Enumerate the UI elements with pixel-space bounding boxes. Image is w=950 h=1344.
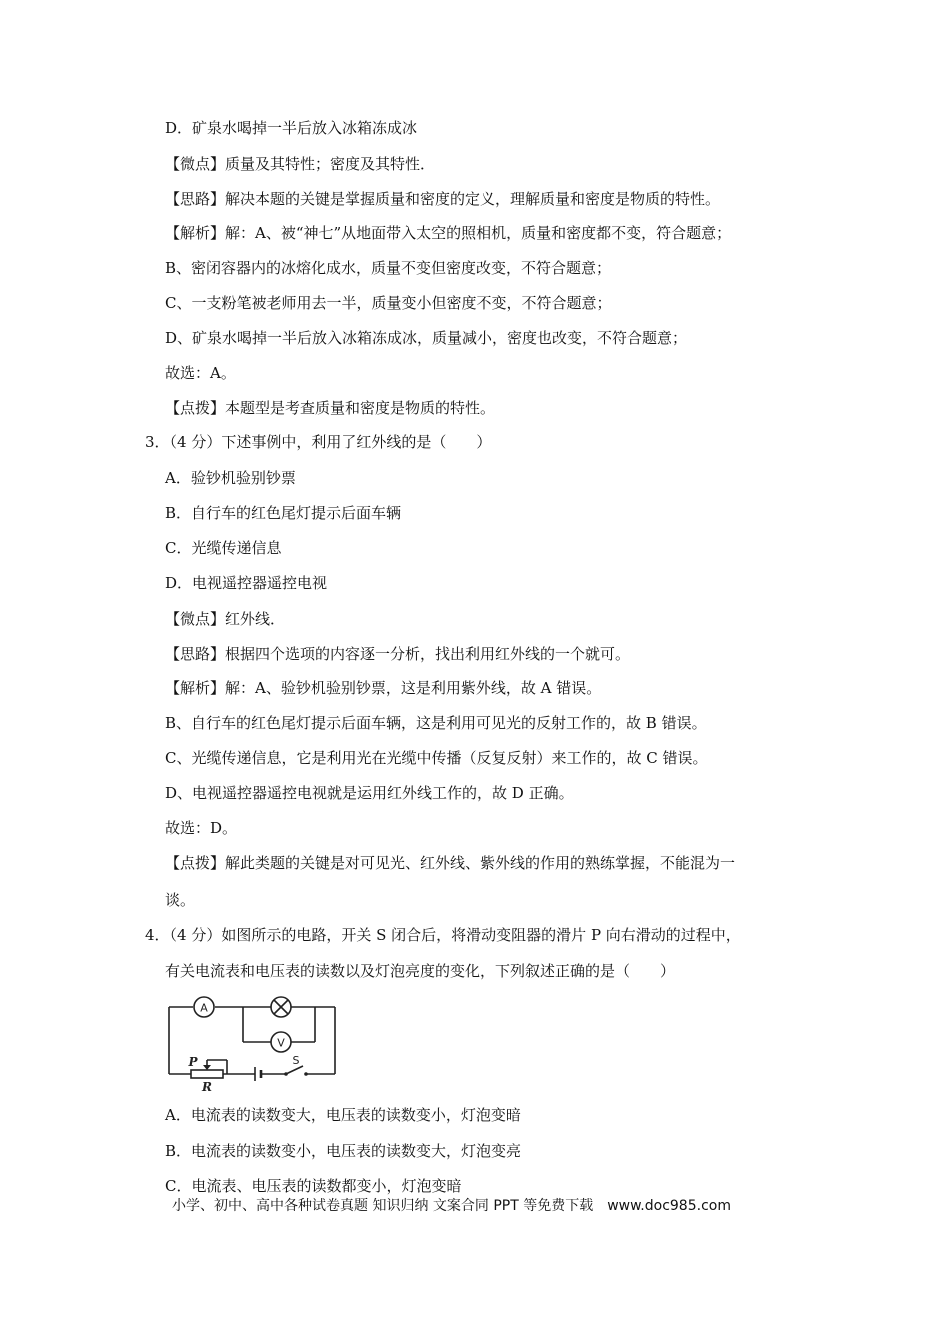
q2-option-d: D．矿泉水喝掉一半后放入冰箱冻成冰 [165, 119, 418, 137]
switch-icon [284, 1054, 308, 1076]
circuit-diagram [163, 992, 343, 1092]
q4-option-c: C．电流表、电压表的读数都变小，灯泡变暗 [165, 1177, 462, 1195]
q3-idea: 【思路】根据四个选项的内容逐一分析，找出利用红外线的一个就可。 [165, 645, 631, 663]
q3-option-c: C．光缆传递信息 [165, 539, 282, 557]
q3-stem: 3．（4 分）下述事例中，利用了红外线的是（ ） [145, 433, 492, 451]
q4-stem-line1: 4．（4 分）如图所示的电路，开关 S 闭合后，将滑动变阻器的滑片 P 向右滑动的过程中， [145, 926, 741, 944]
q3-answer: 故选：D。 [165, 819, 238, 837]
battery-icon [255, 1067, 261, 1081]
ammeter [194, 997, 214, 1017]
q3-analysis-d: D、电视遥控器遥控电视就是运用红外线工作的，故 D 正确。 [165, 784, 574, 802]
q4-option-b: B．电流表的读数变小，电压表的读数变大，灯泡变亮 [165, 1142, 522, 1160]
lamp-icon [271, 997, 291, 1017]
voltmeter [271, 1032, 291, 1052]
q3-tip-line1: 【点拨】解此类题的关键是对可见光、红外线、紫外线的作用的熟练掌握，不能混为一 [165, 854, 736, 872]
q3-analysis-a: 【解析】解：A、验钞机验别钞票，这是利用紫外线，故 A 错误。 [165, 679, 602, 697]
q3-analysis-c: C、光缆传递信息，它是利用光在光缆中传播（反复反射）来工作的，故 C 错误。 [165, 749, 708, 767]
q3-point: 【微点】红外线． [165, 610, 286, 628]
ammeter-label: A [200, 1001, 208, 1015]
page-footer: 小学、初中、高中各种试卷真题 知识归纳 文案合同 PPT 等免费下载 www.doc985.com [172, 1198, 731, 1214]
switch-label: S [292, 1054, 300, 1067]
q2-analysis-c: C、一支粉笔被老师用去一半，质量变小但密度不变，不符合题意； [165, 294, 612, 312]
q2-analysis-d: D、矿泉水喝掉一半后放入冰箱冻成冰，质量减小，密度也改变，不符合题意； [165, 329, 688, 347]
q2-idea: 【思路】解决本题的关键是掌握质量和密度的定义，理解质量和密度是物质的特性。 [165, 190, 721, 208]
q3-option-b: B．自行车的红色尾灯提示后面车辆 [165, 504, 402, 522]
q2-analysis-a: 【解析】解：A、被“神七”从地面带入太空的照相机，质量和密度都不变，符合题意； [165, 224, 732, 242]
q4-option-a: A．电流表的读数变大，电压表的读数变小，灯泡变暗 [165, 1106, 521, 1124]
rheostat-label: R [202, 1080, 212, 1092]
q2-analysis-b: B、密闭容器内的冰熔化成水，质量不变但密度改变，不符合题意； [165, 259, 612, 277]
q3-option-d: D．电视遥控器遥控电视 [165, 574, 328, 592]
voltmeter-label: V [277, 1036, 285, 1050]
q2-point: 【微点】质量及其特性；密度及其特性． [165, 155, 436, 173]
q3-analysis-b: B、自行车的红色尾灯提示后面车辆，这是利用可见光的反射工作的，故 B 错误。 [165, 714, 707, 732]
q4-stem-line2: 有关电流表和电压表的读数以及灯泡亮度的变化，下列叙述正确的是（ ） [165, 962, 676, 980]
q2-answer: 故选：A。 [165, 364, 236, 382]
q2-tip: 【点拨】本题型是考查质量和密度是物质的特性。 [165, 399, 496, 417]
slider-label: P [188, 1055, 198, 1069]
q3-option-a: A．验钞机验别钞票 [165, 469, 296, 487]
q3-tip-line2: 谈。 [165, 891, 196, 909]
